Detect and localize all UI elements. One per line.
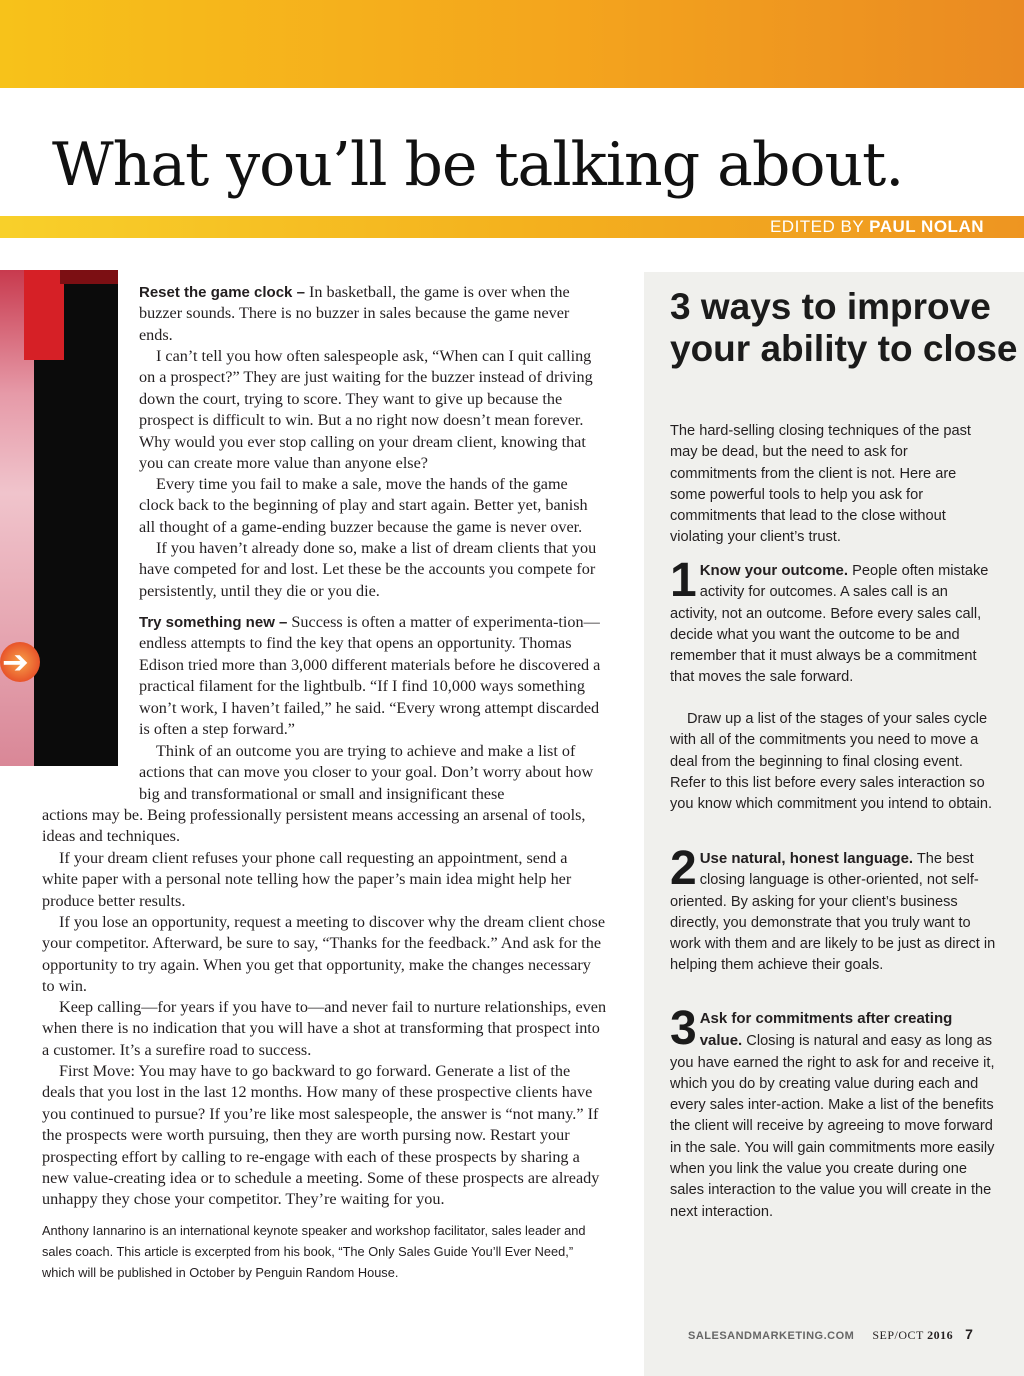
author-bio: Anthony Iannarino is an international keynote speaker and workshop facilitator, sales leader and sales coach. This article is excerpted from his book, “The Only Sales Guide You’ll Ever Need,” which will be published in October by Penguin Random House. (42, 1223, 586, 1280)
footer-website: SALESANDMARKETING.COM (688, 1330, 855, 1342)
article-para-10: First Move: You may have to go backward to go forward. Generate a list of the deals that you lost in the last 12 months. How many of these prospective clients have you continued to pursue? If you’re like most salespeople, the answer is “not many.” If the prospects were worth pursuing, then they are worth pursing now. Restart your prospecting effort by calling to re-engage with each of these prospects by sharing a new value-creating idea or to schedule a meeting. Some of these prospects are already unhappy they chose your competitor. They’re waiting for you. (42, 1062, 600, 1209)
article-para-7: If your dream client refuses your phone call requesting an appointment, send a white paper with a personal note telling how the paper’s main idea might help her produce better results. (42, 849, 572, 910)
tip-body: People often mistake activity for outcomes. A sales call is an activity, not an outcome. Before every sales call, decide what you want the outcome to be and remember that it must always be a commitment that moves the sale forward. (670, 563, 989, 686)
sidebar-intro: The hard-selling closing techniques of the past may be dead, but the need to ask for commitments from the client is not. Here are some powerful tools to help you ask for commitments that lead to the close without violating your client’s trust. (670, 423, 971, 546)
byline-editor: PAUL NOLAN (869, 217, 984, 236)
tip-heading: Ask for commitments after creating value. (699, 1010, 953, 1050)
sidebar-tip-1 (670, 554, 996, 689)
edited-by-bar (0, 216, 1024, 238)
tip-number: 1 (670, 554, 697, 607)
page-number: 7 (965, 1326, 973, 1342)
footer-issue (872, 1328, 953, 1342)
right-arrow-icon: ➔ (2, 643, 29, 681)
tip-body: The best closing language is other-oriented, not self-oriented. By asking for your client’s business directly, you demonstrate that you truly want to work with them and are likely to be just as direct in helping them achieve their goals. (670, 851, 996, 974)
tip-number: 2 (670, 842, 697, 895)
article-para-6b: actions may be. Being professionally persistent means accessing an arsenal of tools, ideas and techniques. (42, 806, 586, 846)
sidebar-tip-3 (670, 1002, 996, 1223)
sidebar-tip-1-extra: Draw up a list of the stages of your sales cycle with all of the commitments you need to move a deal from the beginning to final closing event. Refer to this list before every sales interaction so you know which commitment you intend to obtain. (670, 711, 993, 813)
article-para-1 (139, 282, 605, 346)
byline-label: EDITED BY (769, 217, 864, 236)
article-para-2: I can’t tell you how often salespeople ask, “When can I quit calling on a prospect?” They are just waiting for the buzzer instead of driving down the court, trying to score. They want to give up because the prospect is difficult to win. But a no right now doesn’t mean forever. Why would you ever stop calling on your dream client, knowing that you can create more value than anyone else? (139, 347, 593, 473)
page-footer (688, 1326, 988, 1348)
footer-issue-month: SEP/OCT (872, 1328, 924, 1342)
top-color-band (0, 0, 1024, 88)
tip-heading: Know your outcome. (699, 562, 849, 579)
tip-body: Closing is natural and easy as long as you have earned the right to ask for and receive it, which you do by creating value during each and every sales inter-action. Make a list of the benefits the client will receive by agreeing to move forward in the sale. You will gain commitments more easily when you link the value you create during one sales interaction to the value you will create in the next interaction. (670, 1033, 995, 1220)
tip-heading: Use natural, honest language. (699, 850, 914, 867)
section-heading-try-new: Try something new – (139, 614, 288, 631)
article-para-9: Keep calling—for years if you have to—and never fail to nurture relationships, even when there is no indication that you will have a shot at transforming that prospect into a customer. It’s a surefire road to success. (42, 998, 607, 1059)
footer-issue-year: 2016 (927, 1328, 954, 1342)
article-para-5 (139, 612, 605, 740)
sidebar-tip-2 (670, 842, 996, 977)
byline (770, 216, 984, 238)
art-dark-red-block (60, 270, 118, 284)
para-1-text: In basketball, the game is over when the buzzer sounds. There is no buzzer in sales because the game never ends. (139, 283, 570, 344)
article-para-3: Every time you fail to make a sale, move the hands of the game clock back to the beginning of play and start again. Better yet, banish all thought of a game-ending buzzer because the game is never over. (139, 475, 588, 536)
sidebar-box (644, 272, 1024, 1376)
para-5-text: Success is often a matter of experimenta-tion—endless attempts to find the key that opens an opportunity. Thomas Edison tried more than 3,000 different materials before he discovered a practical filament for the lightbulb. “If I find 10,000 ways something won’t work, I haven’t failed,” he said. “Every wrong attempt discarded is often a step forward.” (139, 613, 601, 739)
article-para-4: If you haven’t already done so, make a list of dream clients that you have competed for and lost. Let these be the accounts you compete for persistently, until they die or you die. (139, 539, 597, 600)
page-headline: What you’ll be talking about. (52, 130, 904, 200)
article-para-8: If you lose an opportunity, request a meeting to discover why the dream client chose your competitor. Afterward, be sure to say, “Thanks for the feedback.” And ask for the opportunity to try again. When you get that opportunity, make the changes necessary to win. (42, 913, 606, 996)
article-para-6a: Think of an outcome you are trying to achieve and make a list of actions that can move you closer to your goal. Don’t worry about how big and transformational or small and insignificant these (139, 742, 594, 803)
section-heading-reset-clock: Reset the game clock – (139, 284, 305, 301)
sidebar-title: 3 ways to improve your ability to close (670, 286, 1018, 369)
tip-number: 3 (670, 1002, 697, 1055)
art-red-block (24, 270, 64, 360)
decorative-artwork (0, 270, 118, 766)
